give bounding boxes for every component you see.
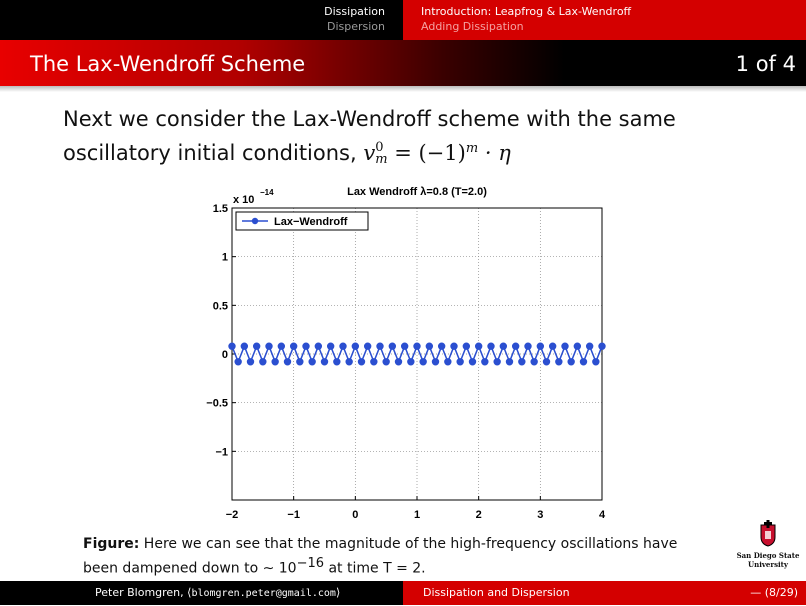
data-point xyxy=(408,359,414,365)
sdsu-seal-icon xyxy=(758,519,778,547)
footer-email[interactable]: blomgren.peter@gmail.com xyxy=(191,588,336,599)
data-point xyxy=(321,359,327,365)
data-point xyxy=(593,359,599,365)
data-point xyxy=(580,359,586,365)
x-tick-label: −1 xyxy=(287,509,300,521)
footer-left xyxy=(0,581,403,605)
title-shadow xyxy=(0,86,806,92)
data-point xyxy=(303,343,309,349)
plot-area xyxy=(232,208,602,500)
y-tick-label: 1 xyxy=(221,251,228,264)
eq-equals: = (−1) xyxy=(387,141,466,165)
slide-title: The Lax-Wendroff Scheme xyxy=(30,52,306,76)
chart-title: Lax Wendroff λ=0.8 (T=2.0) xyxy=(347,186,487,198)
top-nav-right xyxy=(403,0,806,40)
caption-text-1: Here we can see that the magnitude of the high-frequency oscillations have xyxy=(139,536,678,552)
nav-item-dissipation[interactable]: Dissipation xyxy=(324,5,385,18)
data-point xyxy=(537,343,543,349)
data-point xyxy=(395,359,401,365)
footer-author-close: ⟩ xyxy=(335,586,341,599)
legend-marker xyxy=(252,218,258,224)
data-point xyxy=(556,359,562,365)
y-tick-label: 1.5 xyxy=(212,203,228,215)
data-point xyxy=(531,359,537,365)
data-point xyxy=(500,343,506,349)
data-point xyxy=(543,359,549,365)
chart-scale-exponent: −14 xyxy=(260,188,274,197)
data-point xyxy=(284,359,290,365)
data-point xyxy=(253,343,259,349)
data-point xyxy=(266,343,272,349)
data-point xyxy=(290,343,296,349)
data-point xyxy=(401,343,407,349)
eq-sup-0: 0 xyxy=(375,140,384,155)
data-point xyxy=(377,343,383,349)
logo-line-2: University xyxy=(748,560,788,569)
x-tick-label: 2 xyxy=(475,509,482,521)
body-line-2 xyxy=(63,134,763,168)
body-line-2-prefix: oscillatory initial conditions, xyxy=(63,141,364,165)
top-nav-left xyxy=(0,0,403,40)
data-point xyxy=(241,343,247,349)
y-tick-label: 0 xyxy=(221,349,228,361)
logo-line-1: San Diego State xyxy=(736,551,800,560)
nav-item-introduction[interactable]: Introduction: Leapfrog & Lax-Wendroff xyxy=(421,5,632,18)
data-point xyxy=(475,343,481,349)
data-point xyxy=(371,359,377,365)
eq-var: v xyxy=(363,141,376,165)
data-point xyxy=(229,343,235,349)
chart-scale-label: x 10 xyxy=(233,194,255,206)
y-tick-label: −1 xyxy=(215,446,228,459)
data-point xyxy=(235,359,241,365)
data-point xyxy=(488,343,494,349)
data-point xyxy=(494,359,500,365)
x-tick-label: 3 xyxy=(537,509,544,521)
nav-item-adding-dissipation[interactable]: Adding Dissipation xyxy=(421,20,524,33)
data-point xyxy=(512,343,518,349)
slide-body-text xyxy=(63,104,763,168)
data-point xyxy=(260,359,266,365)
data-point xyxy=(568,359,574,365)
caption-line-1 xyxy=(83,535,733,554)
data-point xyxy=(482,359,488,365)
sdsu-logo xyxy=(736,519,800,569)
data-point xyxy=(519,359,525,365)
data-point xyxy=(457,359,463,365)
footer-right xyxy=(403,581,806,605)
data-point xyxy=(432,359,438,365)
data-point xyxy=(438,343,444,349)
page-counter: 1 of 4 xyxy=(735,52,796,76)
data-point xyxy=(445,359,451,365)
data-point xyxy=(364,343,370,349)
caption-text-2-suffix: at time T = 2. xyxy=(324,560,426,577)
x-tick-label: 1 xyxy=(413,509,421,521)
footer-bar xyxy=(0,581,806,605)
data-point xyxy=(463,343,469,349)
data-point xyxy=(297,359,303,365)
data-point xyxy=(334,359,340,365)
data-point xyxy=(469,359,475,365)
data-point xyxy=(451,343,457,349)
data-point xyxy=(358,359,364,365)
x-tick-label: 0 xyxy=(352,509,359,521)
top-navigation xyxy=(0,0,806,40)
figure-caption xyxy=(83,535,733,579)
data-point xyxy=(426,343,432,349)
data-point xyxy=(346,359,352,365)
data-point xyxy=(525,343,531,349)
slide-title-bar xyxy=(0,40,806,86)
data-point xyxy=(340,343,346,349)
data-point xyxy=(586,343,592,349)
data-point xyxy=(549,343,555,349)
data-point xyxy=(414,343,420,349)
data-point xyxy=(562,343,568,349)
eq-scripts xyxy=(375,142,387,166)
data-point xyxy=(420,359,426,365)
caption-text-2: been dampened down to ∼ 10 xyxy=(83,560,297,577)
footer-page: — (8/29) xyxy=(750,586,798,599)
legend-label: Lax−Wendroff xyxy=(274,216,348,228)
x-tick-label: −2 xyxy=(225,509,239,521)
body-line-1: Next we consider the Lax-Wendroff scheme with the same xyxy=(63,107,676,131)
nav-item-dispersion[interactable]: Dispersion xyxy=(326,20,385,33)
data-point xyxy=(272,359,278,365)
caption-label: Figure: xyxy=(83,536,140,552)
eq-sub-m: m xyxy=(375,152,388,167)
y-tick-label: −0.5 xyxy=(206,397,228,410)
data-point xyxy=(506,359,512,365)
y-tick-label: 0.5 xyxy=(212,300,228,313)
eq-tail: · η xyxy=(478,141,511,165)
data-point xyxy=(278,343,284,349)
caption-exponent: −16 xyxy=(296,556,325,571)
data-point xyxy=(574,343,580,349)
data-point xyxy=(599,343,605,349)
lax-wendroff-chart xyxy=(190,178,620,523)
caption-line-2 xyxy=(83,554,733,579)
x-tick-label: 4 xyxy=(598,509,606,521)
data-point xyxy=(389,343,395,349)
data-point xyxy=(309,359,315,365)
data-point xyxy=(352,343,358,349)
footer-section[interactable]: Dissipation and Dispersion xyxy=(423,586,570,599)
data-point xyxy=(315,343,321,349)
footer-author: Peter Blomgren, ⟨ xyxy=(95,586,192,599)
data-point xyxy=(383,359,389,365)
eq-sup-m: m xyxy=(465,141,479,156)
data-point xyxy=(327,343,333,349)
data-point xyxy=(247,359,253,365)
